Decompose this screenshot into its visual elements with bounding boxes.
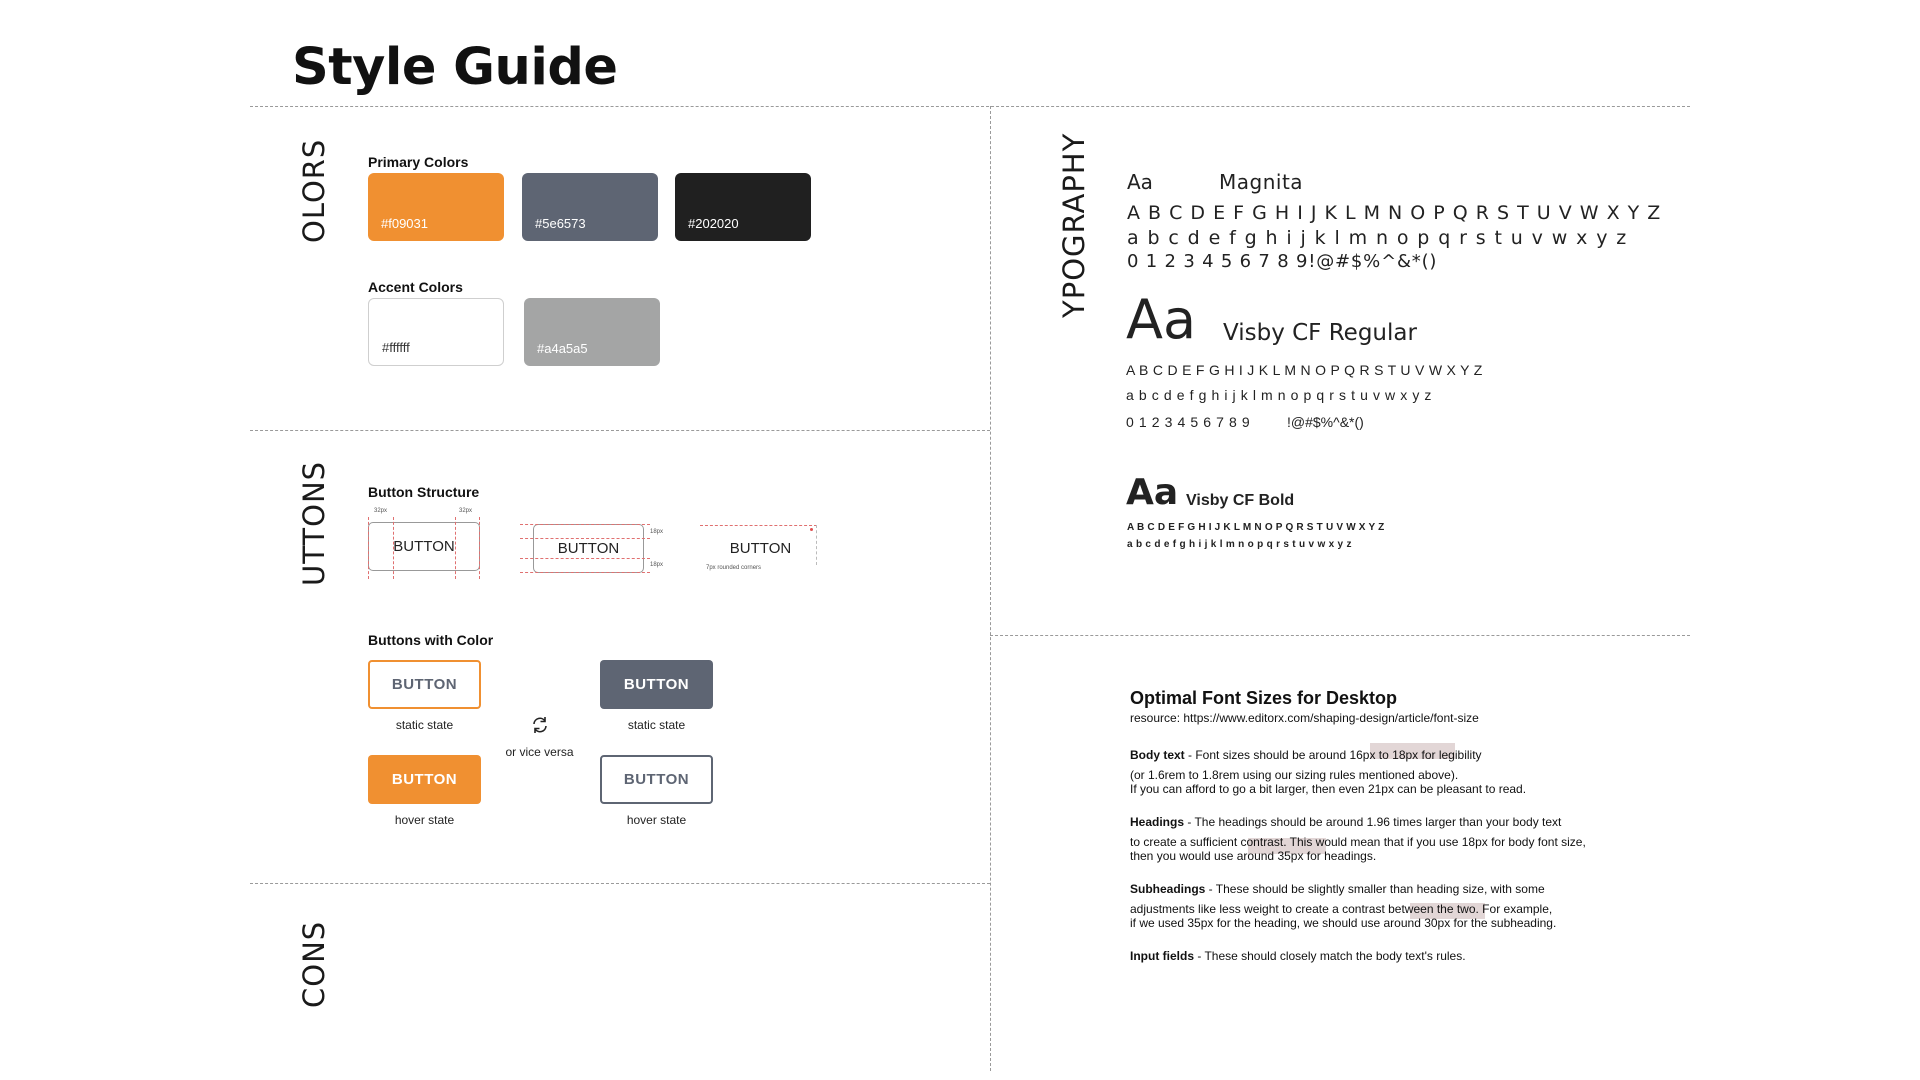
- font2-symbols: !@#$%^&*(): [1287, 414, 1364, 430]
- padding-left-label: 32px: [374, 508, 388, 514]
- padding-top-label: 18px: [650, 529, 664, 535]
- padding-bottom-label: 18px: [650, 562, 664, 568]
- section-label-buttons: UTTONS: [297, 460, 331, 586]
- button-caption: hover state: [394, 813, 455, 827]
- section-label-icons: CONS: [297, 920, 331, 1008]
- subheadings-rule: [1130, 882, 1545, 896]
- input-fields-line: - These should closely match the body text's rules.: [1194, 949, 1466, 963]
- body-text-label: Body text: [1130, 748, 1185, 762]
- headings-line: to create a sufficient contrast. This would mean that if you use 18px for body font size,: [1130, 835, 1586, 849]
- divider-colors-buttons: [250, 430, 990, 431]
- swatch-white: [368, 298, 504, 366]
- swatch-label: #202020: [688, 216, 739, 231]
- font2-lowercase: a b c d e f g h i j k l m n o p q r s t u v w x y z: [1126, 387, 1433, 403]
- subheadings-line: adjustments like less weight to create a contrast between the two. For example,: [1130, 902, 1553, 916]
- font2-name: Visby CF Regular: [1223, 320, 1417, 346]
- headings-line: then you would use around 35px for headings.: [1130, 849, 1377, 863]
- guide-line: [816, 525, 817, 565]
- font3-uppercase: A B C D E F G H I J K L M N O P Q R S T U V W X Y Z: [1127, 522, 1385, 533]
- font2-uppercase: A B C D E F G H I J K L M N O P Q R S T U V W X Y Z: [1126, 362, 1483, 378]
- font1-lowercase: a b c d e f g h i j k l m n o p q r s t u v w x y z: [1127, 227, 1628, 249]
- swatch-black: [675, 173, 811, 241]
- headings-line: - The headings should be around 1.96 times larger than your body text: [1184, 815, 1562, 829]
- buttons-with-color-label: Buttons with Color: [368, 632, 494, 648]
- swatch-orange: [368, 173, 504, 241]
- primary-colors-label: Primary Colors: [368, 154, 469, 170]
- font2-digits: 0 1 2 3 4 5 6 7 8 9: [1126, 414, 1251, 430]
- button-caption: hover state: [626, 813, 687, 827]
- font3-sample-aa: Aa: [1126, 472, 1179, 513]
- swatch-slate: [522, 173, 658, 241]
- font1-digits: 0 1 2 3 4 5 6 7 8 9!@#$%^&*(): [1127, 251, 1438, 272]
- guide-line: [700, 525, 817, 526]
- body-text-rule: [1130, 748, 1482, 762]
- guide-line: [520, 572, 650, 573]
- headings-rule: [1130, 815, 1561, 829]
- corner-marker: [810, 528, 813, 531]
- font1-name: Magnita: [1219, 170, 1304, 194]
- subheadings-line: - These should be slightly smaller than heading size, with some: [1205, 882, 1545, 896]
- font1-uppercase: A B C D E F G H I J K L M N O P Q R S T U V W X Y Z: [1127, 202, 1662, 224]
- swatch-gray: [524, 298, 660, 366]
- guide-line: [520, 538, 650, 539]
- swatch-label: #ffffff: [382, 340, 410, 355]
- subheadings-line: if we used 35px for the heading, we should use around 30px for the subheading.: [1130, 916, 1557, 930]
- accent-colors-label: Accent Colors: [368, 279, 463, 295]
- section-label-colors: OLORS: [297, 138, 331, 243]
- button-structure-label: Button Structure: [368, 484, 480, 500]
- orange-hover-button[interactable]: BUTTON: [368, 755, 481, 804]
- padding-right-label: 32px: [459, 508, 473, 514]
- guide-line: [520, 524, 650, 525]
- body-text-line: - Font sizes should be around 16px to 18px for legibility: [1184, 748, 1482, 762]
- swatch-label: #a4a5a5: [537, 341, 588, 356]
- font3-name: Visby CF Bold: [1186, 492, 1295, 509]
- body-text-line: (or 1.6rem to 1.8rem using our sizing rules mentioned above).: [1130, 768, 1459, 782]
- structure-demo-label: BUTTON: [393, 538, 455, 555]
- button-caption: static state: [627, 718, 686, 732]
- button-caption: static state: [395, 718, 454, 732]
- gray-static-button[interactable]: BUTTON: [600, 660, 713, 709]
- input-fields-rule: [1130, 949, 1466, 963]
- font3-lowercase: a b c d e f g h i j k l m n o p q r s t u v w x y z: [1127, 539, 1352, 550]
- divider-typography-fontsizes: [990, 635, 1690, 636]
- subheadings-label: Subheadings: [1130, 882, 1206, 896]
- rounded-corners-note: 7px rounded corners: [706, 565, 762, 571]
- section-label-typography: YPOGRAPHY: [1057, 132, 1091, 318]
- swatch-label: #5e6573: [535, 216, 586, 231]
- input-fields-label: Input fields: [1130, 949, 1194, 963]
- divider-vertical: [990, 106, 991, 1071]
- headings-label: Headings: [1130, 815, 1185, 829]
- gray-hover-button[interactable]: BUTTON: [600, 755, 713, 804]
- structure-demo-label: BUTTON: [729, 540, 792, 557]
- divider-top: [250, 106, 1690, 107]
- swatch-label: #f09031: [381, 216, 428, 231]
- font-sizes-title: Optimal Font Sizes for Desktop: [1130, 688, 1398, 708]
- refresh-icon: [529, 714, 551, 736]
- font1-sample-aa: Aa: [1127, 170, 1153, 194]
- guide-line: [520, 558, 650, 559]
- vice-versa-caption: or vice versa: [505, 745, 574, 759]
- divider-buttons-icons: [250, 883, 990, 884]
- font2-sample-aa: Aa: [1126, 288, 1197, 351]
- body-text-line: If you can afford to go a bit larger, then even 21px can be pleasant to read.: [1130, 782, 1527, 796]
- orange-static-button[interactable]: BUTTON: [368, 660, 481, 709]
- page-title: Style Guide: [292, 38, 618, 97]
- structure-demo-label: BUTTON: [557, 540, 620, 557]
- font-sizes-resource: resource: https://www.editorx.com/shaping-design/article/font-size: [1130, 711, 1479, 725]
